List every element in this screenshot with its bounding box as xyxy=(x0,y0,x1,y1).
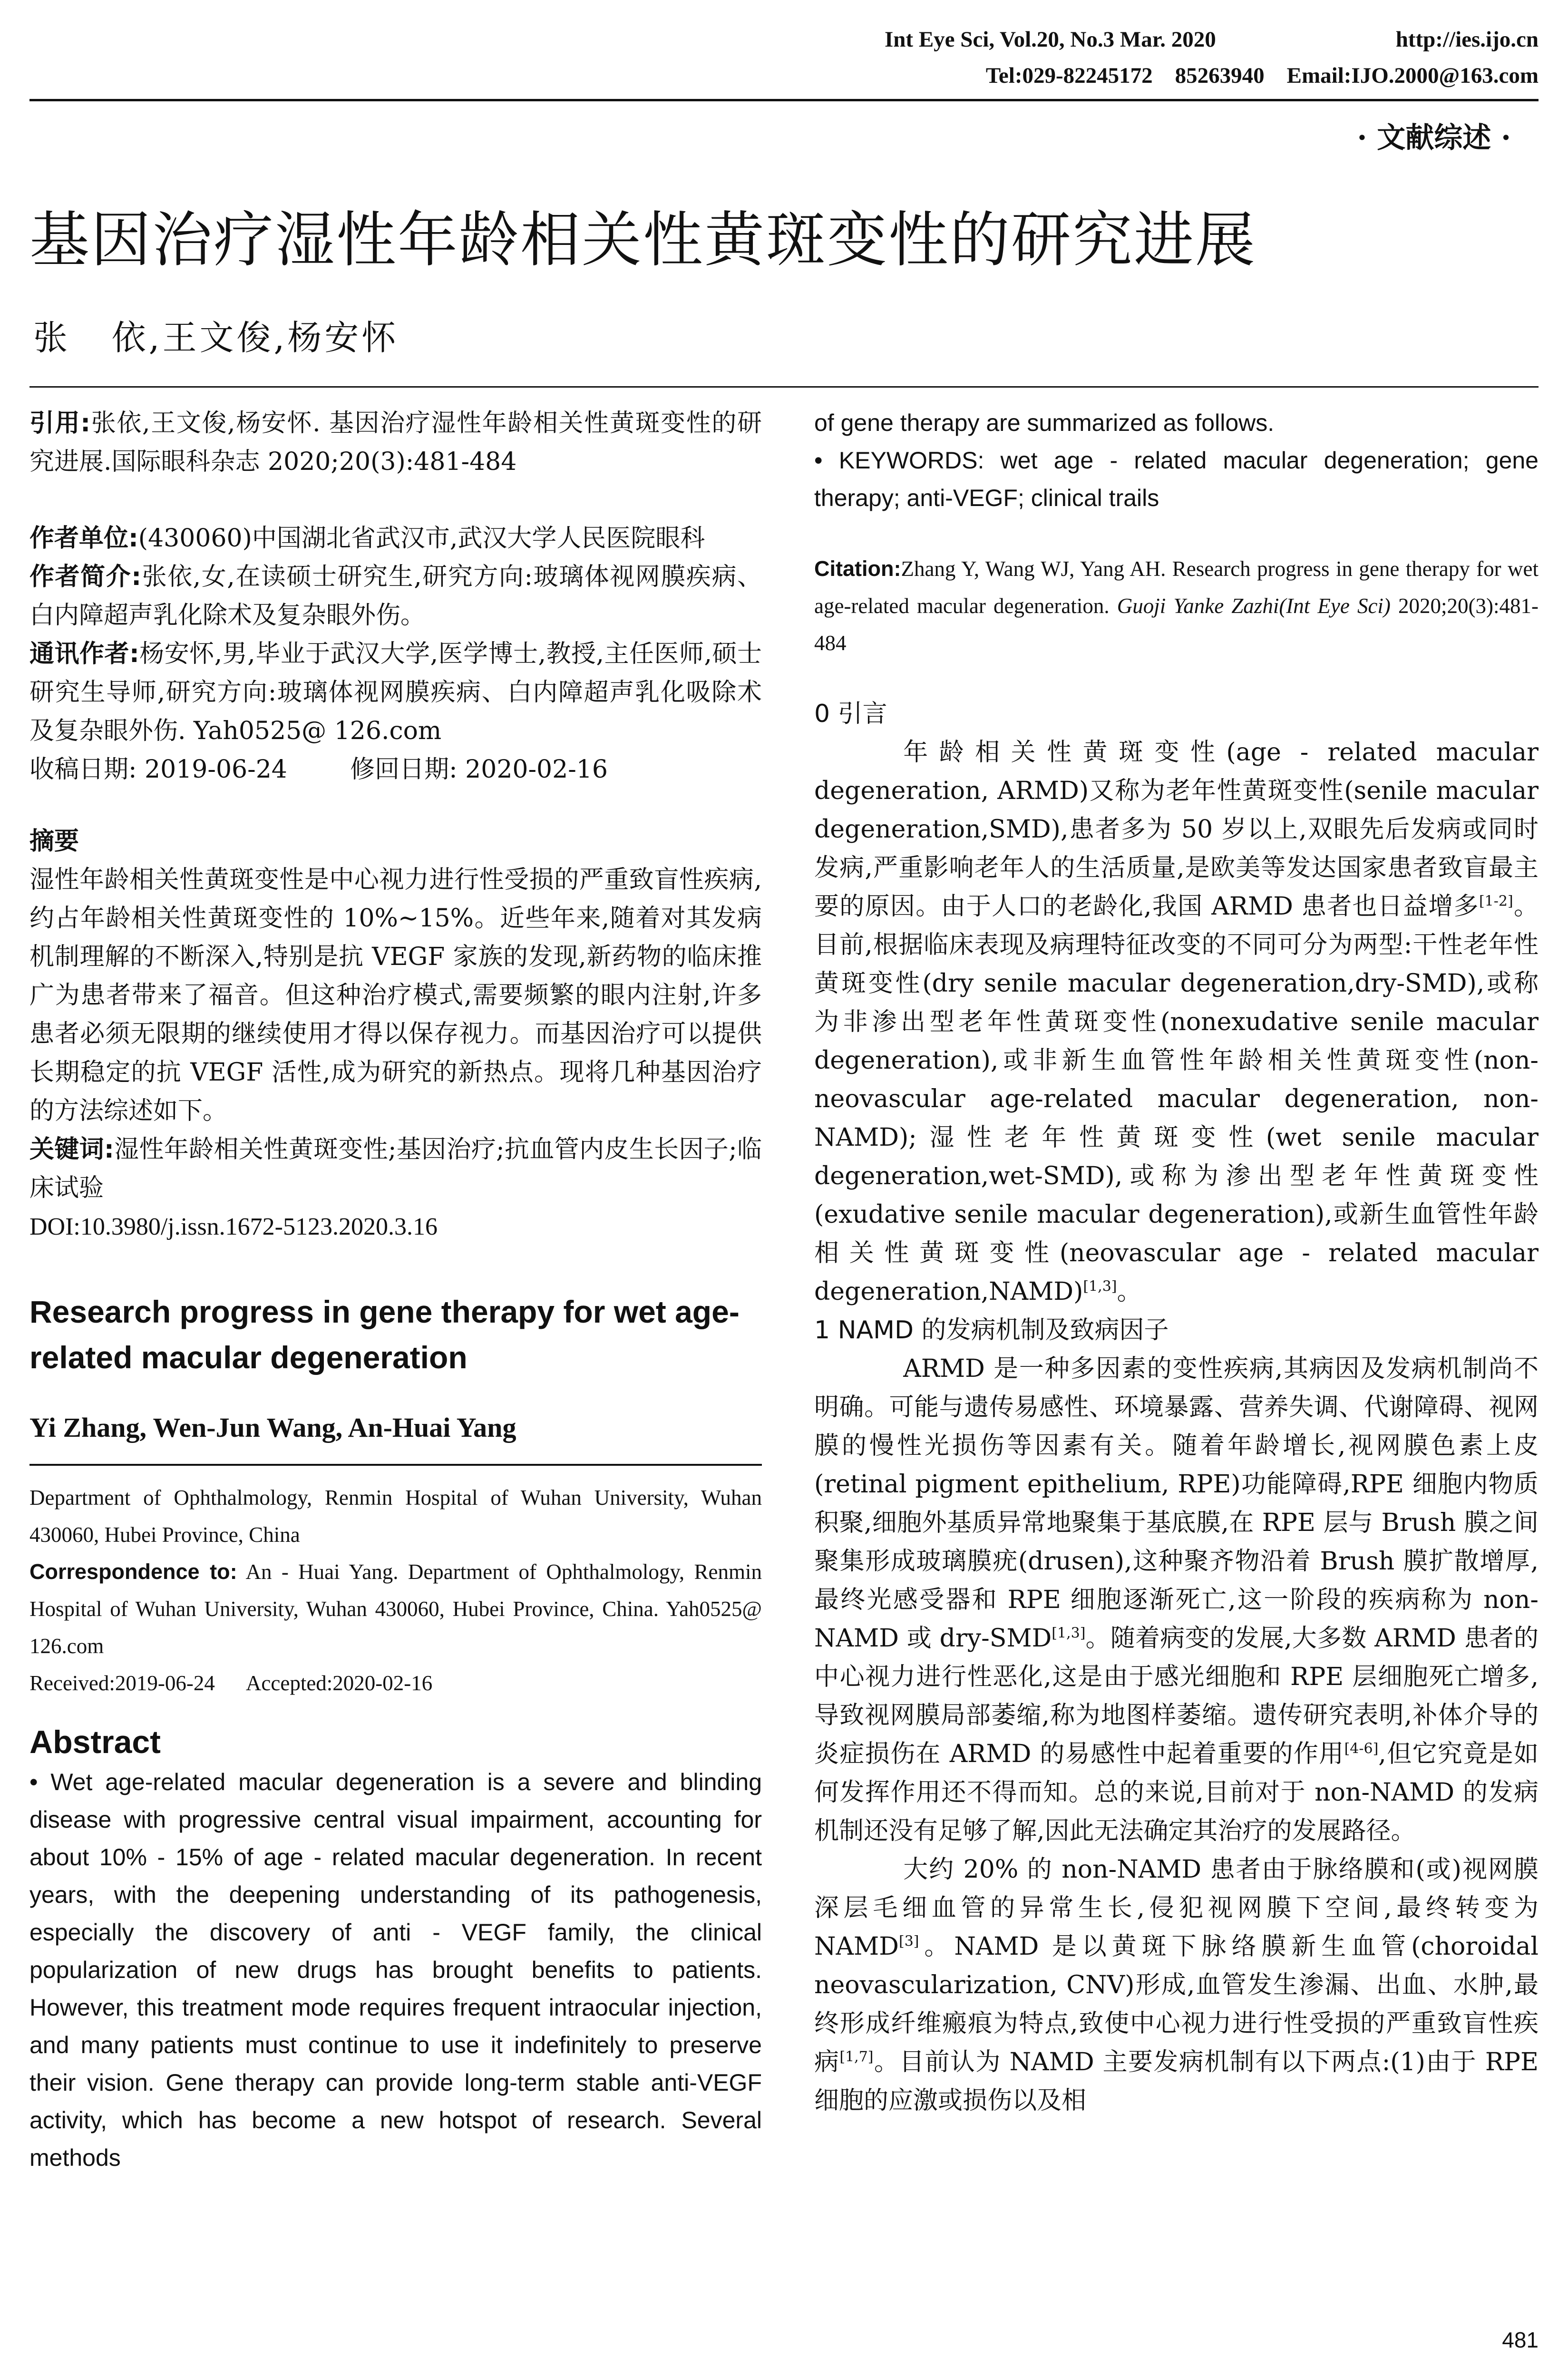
journal-header-line1 xyxy=(885,25,1539,54)
section-1-heading: 1 NAMD 的发病机制及致病因子 xyxy=(814,1316,1169,1344)
intro-text: 张依,女,在读硕士研究生,研究方向:玻璃体视网膜疾病、白内障超声乳化除术及复杂眼外伤。 xyxy=(29,563,762,630)
sec1-p2-text-b: 。NAMD 是以黄斑下脉络膜新生血管(choroidal neovascularization, CNV)形成,血管发生渗漏、出血、水肿,最终形成纤维瘢痕为特点,致使中心视力进行性受损的严重致盲性疾病 xyxy=(814,1932,1539,2076)
journal-header-line2: Tel:029-82245172 85263940 Email:IJO.2000@163.com xyxy=(985,63,1539,88)
en-keywords: • KEYWORDS: wet age - related macular degeneration; gene therapy; anti-VEGF; clinical trails xyxy=(814,447,1539,511)
en-citation-journal: Guoji Yanke Zazhi(Int Eye Sci) xyxy=(1117,594,1391,618)
section-0-heading: 0 引言 xyxy=(814,700,887,728)
en-citation-volume: 2020;20(3):481-484 xyxy=(814,594,1539,655)
author-intro xyxy=(29,558,762,635)
sec1-text-c: ,但它究竟是如何发挥作用还不得而知。总的来说,目前对于 non-NAMD 的发病机制还没有足够了解,因此无法确定其治疗的发展路径。 xyxy=(814,1740,1539,1845)
author-unit xyxy=(29,519,762,558)
section-label: · 文献综述 · xyxy=(1357,121,1511,155)
doi[interactable]: DOI:10.3980/j.issn.1672-5123.2020.3.16 xyxy=(29,1213,438,1240)
unit-text: (430060)中国湖北省武汉市,武汉大学人民医院眼科 xyxy=(138,524,705,553)
article-title: 基因治疗湿性年龄相关性黄斑变性的研究进展 xyxy=(29,205,1256,275)
keywords-text: 湿性年龄相关性黄斑变性;基因治疗;抗血管内皮生长因子;临床试验 xyxy=(29,1135,762,1202)
journal-url[interactable]: http://ies.ijo.cn xyxy=(1395,27,1539,52)
en-correspondence xyxy=(29,1553,762,1665)
intro-label: 作者简介: xyxy=(29,563,142,591)
abstract-heading: 摘要 xyxy=(29,827,79,856)
en-abstract-heading: Abstract xyxy=(29,1724,161,1760)
left-column xyxy=(29,404,762,2177)
en-citation-label: Citation: xyxy=(814,556,901,581)
sec1-p2-text-c: 。目前认为 NAMD 主要发病机制有以下两点:(1)由于 RPE 细胞的应激或损伤以及相 xyxy=(814,2048,1539,2115)
sec0-text-b: 。目前,根据临床表现及病理特征改变的不同可分为两型:干性老年性黄斑变性(dry senile macular degeneration,dry-SMD),或称为非渗出型老年性黄斑变性(nonexudative senile macular degeneration),或非新生血管性年龄相关性黄斑变性(non-neovascular age-related macular degeneration, non-NAMD);湿性老年性黄斑变性(wet senile macular degeneration,wet-SMD),或称为渗出型老年性黄斑变性(exudative senile macular degeneration),或新生血管性年龄相关性黄斑变性(neovascular age - related macular degeneration,NAMD) xyxy=(814,892,1539,1306)
received-dates: 收稿日期: 2019-06-24 修回日期: 2020-02-16 xyxy=(29,755,608,784)
citation-label: 引用: xyxy=(29,409,91,438)
sec1-text-a: ARMD 是一种多因素的变性疾病,其病因及发病机制尚不明确。可能与遗传易感性、环境暴露、营养失调、代谢障碍、视网膜的慢性光损伤等因素有关。随着年龄增长,视网膜色素上皮(retinal pigment epithelium, RPE)功能障碍,RPE 细胞内物质积聚,细胞外基质异常地聚集于基底膜,在 RPE 层与 Brush 膜之间聚集形成玻璃膜疣(drusen),这种聚齐物沿着 Brush 膜扩散增厚,最终光感受器和 RPE 细胞逐渐死亡,这一阶段的疾病称为 non-NAMD 或 dry-SMD xyxy=(814,1354,1539,1653)
title-rule xyxy=(29,386,1539,388)
en-affiliation: Department of Ophthalmology, Renmin Hospital of Wuhan University, Wuhan 430060, Hubei Province, China xyxy=(29,1486,762,1547)
right-column xyxy=(814,404,1539,2120)
en-citation-text: Zhang Y, Wang WJ, Yang AH. Research progress in gene therapy for wet age-related macular degeneration. xyxy=(814,557,1539,618)
article-authors: 张 依,王文俊,杨安怀 xyxy=(33,318,399,358)
reference-link[interactable]: [1,3] xyxy=(1083,1278,1117,1295)
en-abstract-continued: of gene therapy are summarized as follows. xyxy=(814,409,1275,436)
sec1-text-b: 。随着病变的发展,大多数 ARMD 患者的中心视力进行性恶化,这是由于感光细胞和 RPE 层细胞死亡增多,导致视网膜局部萎缩,称为地图样萎缩。遗传研究表明,补体介导的炎症损伤在 ARMD 的易感性中起着重要的作用 xyxy=(814,1624,1539,1768)
en-abstract-text: • Wet age-related macular degeneration is a severe and blinding disease with progressive central visual impairment, accounting for about 10% - 15% of age - related macular degeneration. In recent years, with the deepening understanding of its pathogenesis, especially the discovery of anti - VEGF family, the clinical popularization of new drugs has brought benefits to patients. However, this treatment mode requires frequent intraocular injection, and many patients must continue to use it indefinitely to preserve their vision. Gene therapy can provide long-term stable anti-VEGF activity, which has become a new hotspot of research. Several methods xyxy=(29,1769,762,2171)
sec0-text-a: 年龄相关性黄斑变性(age - related macular degeneration, ARMD)又称为老年性黄斑变性(senile macular degeneration,SMD),患者多为 50 岁以上,双眼先后发病或同时发病,严重影响老年人的生活质量,是欧美等发达国家患者致盲最主要的原因。由于人口的老龄化,我国 ARMD 患者也日益增多 xyxy=(814,738,1539,921)
keywords xyxy=(29,1130,762,1208)
abstract-text: 湿性年龄相关性黄斑变性是中心视力进行性受损的严重致盲性疾病,约占年龄相关性黄斑变性的 10%~15%。近些年来,随着对其发病机制理解的不断深入,特别是抗 VEGF 家族的发现,新药物的临床推广为患者带来了福音。但这种治疗模式,需要频繁的眼内注射,许多患者必须无限期的继续使用才得以保存视力。而基因治疗可以提供长期稳定的抗 VEGF 活性,成为研究的新热点。现将几种基因治疗的方法综述如下。 xyxy=(29,866,762,1125)
section-1-paragraph-2 xyxy=(814,1851,1539,2120)
unit-label: 作者单位: xyxy=(29,524,138,553)
keywords-label: 关键词: xyxy=(29,1135,114,1164)
reference-link[interactable]: [4-6] xyxy=(1344,1740,1379,1757)
en-authors: Yi Zhang, Wen-Jun Wang, An-Huai Yang xyxy=(29,1409,762,1466)
corresponding-author xyxy=(29,635,762,750)
en-dates: Received:2019-06-24 Accepted:2020-02-16 xyxy=(29,1671,433,1695)
citation-text: 张依,王文俊,杨安怀. 基因治疗湿性年龄相关性黄斑变性的研究进展.国际眼科杂志 2020;20(3):481-484 xyxy=(29,409,762,476)
section-0-paragraph xyxy=(814,733,1539,1311)
reference-link[interactable]: [1-2] xyxy=(1479,893,1513,910)
sec0-text-c: 。 xyxy=(1117,1277,1142,1306)
en-title: Research progress in gene therapy for wet age-related macular degeneration xyxy=(29,1294,740,1375)
en-corr-text: An - Huai Yang. Department of Ophthalmology, Renmin Hospital of Wuhan University, Wuhan 430060, Hubei Province, China. Yah0525@ 126.com xyxy=(29,1560,762,1658)
corr-text: 杨安怀,男,毕业于武汉大学,医学博士,教授,主任医师,硕士研究生导师,研究方向:玻璃体视网膜疾病、白内障超声乳化吸除术及复杂眼外伤. Yah0525@ 126.com xyxy=(29,640,762,745)
header-rule xyxy=(29,99,1539,101)
section-1-paragraph-1 xyxy=(814,1350,1539,1851)
page-number: 481 xyxy=(1502,2328,1539,2352)
en-citation xyxy=(814,550,1539,662)
citation-block xyxy=(29,404,762,481)
sec1-p2-text-a: 大约 20% 的 non-NAMD 患者由于脉络膜和(或)视网膜深层毛细血管的异常生长,侵犯视网膜下空间,最终转变为 NAMD xyxy=(814,1855,1539,1961)
en-corr-label: Correspondence to: xyxy=(29,1559,237,1584)
reference-link[interactable]: [1,3] xyxy=(1052,1625,1086,1642)
reference-link[interactable]: [3] xyxy=(899,1933,919,1950)
corr-label: 通讯作者: xyxy=(29,640,139,668)
journal-citation: Int Eye Sci, Vol.20, No.3 Mar. 2020 xyxy=(885,27,1216,52)
reference-link[interactable]: [1,7] xyxy=(839,2048,874,2065)
